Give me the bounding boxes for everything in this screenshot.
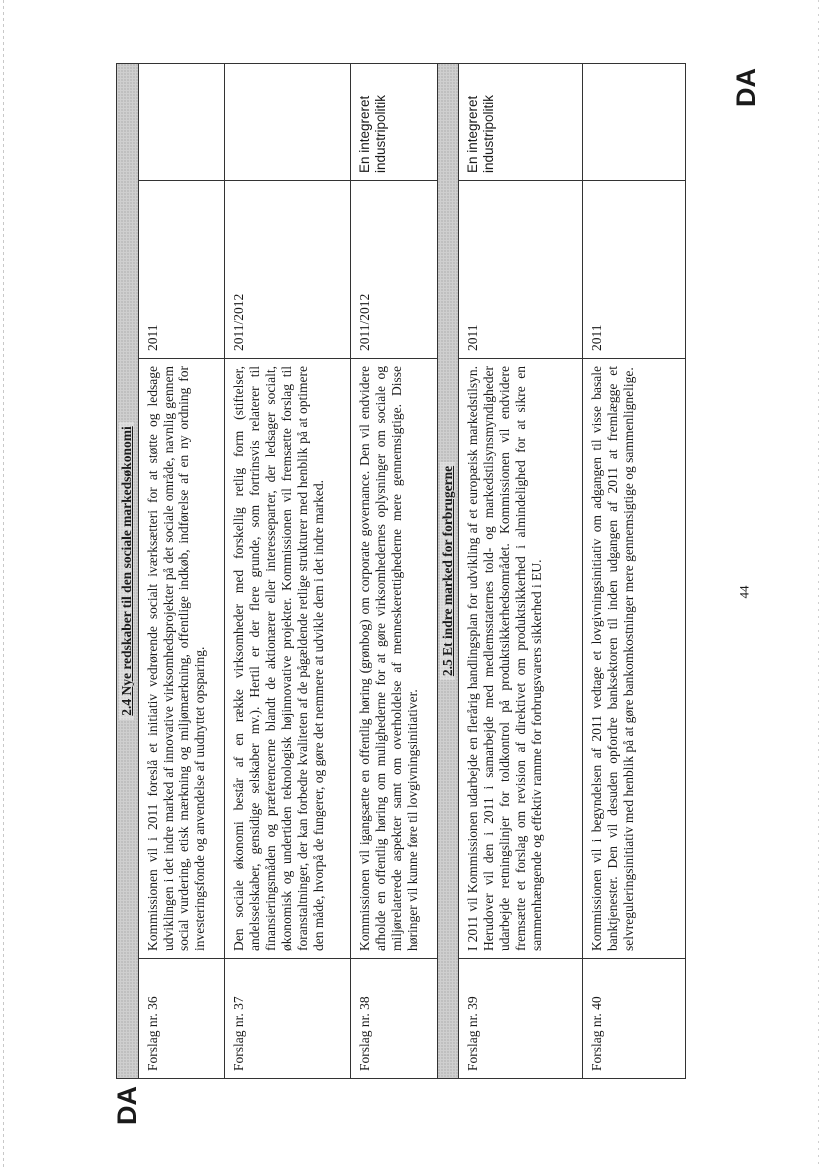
proposal-area (225, 63, 351, 180)
proposal-text: Den sociale økonomi består af en række virksomheder med forskellig retlig form (stiftelser, andelsselskaber, gensidige selskaber mv.). Hertil er der flere grunde, som fortrinsvis relaterer til finansieringsmåden og præferencerne blandt de aktionærer eller interesseparter, der ledsager socialt, økonomisk og undertiden teknologisk højinnovative projekter. Kommissionen vil fremsætte forslag til foranstaltninger, der kan forbedre kvaliteten af de pågældende retlige strukturer med henblik på at optimere den måde, hvorpå de fungerer, og gøre det nemmere at udvikle dem i det indre marked. (225, 359, 351, 959)
section-title: 2.4 Nye redskaber til den sociale markedsøkonomi (117, 63, 139, 1078)
proposal-text: Kommissionen vil i begyndelsen af 2011 vedtage et lovgivningsinitiativ om adgangen til visse basale banktjenester. Den vil desuden opfordre banksektoren til inden udgangen af 2011 at fremlægge et selvreguleringsinitiativ med henblik på at gøre bankomkostninger mere gennemsigtige og sammenlignelige. (582, 359, 685, 959)
proposal-number: Forslag nr. 36 (138, 959, 225, 1079)
scan-edge-right (818, 0, 819, 1168)
proposal-text: I 2011 vil Kommissionen udarbejde en flerårig handlingsplan for udvikling af et europæisk markedstilsyn. Herudover vil den i 2011 i samarbejde med medlemsstaternes told- og markedstilsynsmyndigheder udarbejde retningslinjer for toldkontrol på produktsikkerhedsområdet. Kommissionen vil endvidere fremsætte et forslag om revision af direktivet om produktsikkerhed i almindelighed for at sikre en sammenhængende og effektiv ramme for forbrugsvarers sikkerhed i EU. (459, 359, 583, 959)
rotated-page-content (116, 64, 686, 1079)
proposals-table (116, 63, 686, 1079)
proposal-area: En integreret industripolitik (459, 63, 583, 180)
proposal-text: Kommissionen vil igangsætte en offentlig høring (grønbog) om corporate governance. Den vil endvidere afholde en offentlig høring om mulighederne for at gøre virksomhedernes oplysninger om sociale og miljørelaterede aspekter samt om overholdelse af menneskerettighederne mere gennemsigtige. Disse høringer vil kunne føre til lovgivningsinitiativer. (350, 359, 437, 959)
section-header-row (437, 63, 459, 1078)
proposal-area (582, 63, 685, 180)
proposal-year: 2011/2012 (350, 181, 437, 359)
proposal-year: 2011 (459, 181, 583, 359)
page-number: 44 (736, 585, 752, 599)
proposal-text: Kommissionen vil i 2011 foreslå et initiativ vedrørende socialt iværksætteri for at støtte og ledsage udviklingen i det indre marked af innovative virksomhedsprojekter på det sociale område, navnlig gennem social vurdering, etisk mærkning og miljømærkning, offentlige indkøb, indførelse af en ny ordning for investeringsfonde og anvendelse af uudnyttet opsparing. (138, 359, 225, 959)
proposal-year: 2011 (138, 181, 225, 359)
proposal-number: Forslag nr. 37 (225, 959, 351, 1079)
table-row (225, 63, 351, 1078)
table-row (459, 63, 583, 1078)
scan-edge-left (3, 0, 4, 1168)
table-row (350, 63, 437, 1078)
table-row (138, 63, 225, 1078)
section-title: 2.5 Et indre marked for forbrugerne (437, 63, 459, 1078)
language-label-bottom: DA (112, 1086, 142, 1125)
table-row (582, 63, 685, 1078)
proposal-number: Forslag nr. 39 (459, 959, 583, 1079)
proposal-number: Forslag nr. 38 (350, 959, 437, 1079)
section-header-row (117, 63, 139, 1078)
proposal-area (138, 63, 225, 180)
proposal-number: Forslag nr. 40 (582, 959, 685, 1079)
language-label-top: DA (731, 68, 761, 107)
proposal-area: En integreret industripolitik (350, 63, 437, 180)
proposal-year: 2011 (582, 181, 685, 359)
proposal-year: 2011/2012 (225, 181, 351, 359)
